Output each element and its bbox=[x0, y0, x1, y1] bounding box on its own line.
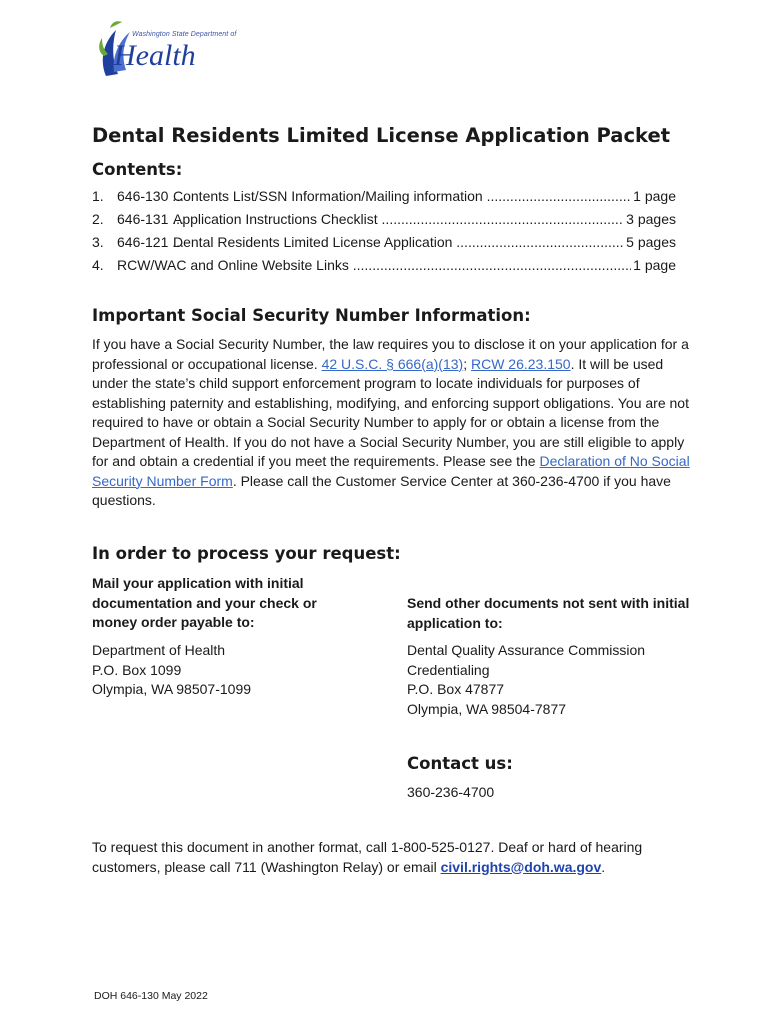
ssn-text-3: . Please call the Customer Service Center at 360-236-4700 if you have questions. bbox=[92, 472, 671, 508]
list-item-pages: 1 page bbox=[633, 257, 676, 273]
list-item-description: Application Instructions Checklist ..... bbox=[173, 210, 624, 233]
declaration-form-link[interactable]: Declaration of No Social Security Number Form bbox=[92, 453, 690, 489]
address-line: Credentialing bbox=[407, 661, 490, 678]
list-item-number: 2. bbox=[92, 211, 104, 227]
ssn-text-1: If you have a Social Security Number, the law requires you to disclose it on your application for a professional or occupational license. bbox=[92, 336, 689, 372]
address-line: Olympia, WA 98504-7877 bbox=[407, 700, 567, 717]
logo-name: Health bbox=[114, 39, 196, 72]
list-item bbox=[92, 233, 676, 256]
list-item bbox=[92, 187, 676, 210]
mail-instructions-heading: Mail your application with initial documentation and your check or money order payable to: bbox=[92, 575, 317, 630]
ssn-paragraph bbox=[92, 335, 692, 511]
process-heading: In order to process your request: bbox=[92, 544, 401, 563]
address-line: Dental Quality Assurance Commission bbox=[407, 642, 646, 658]
mail-address bbox=[92, 641, 251, 700]
send-address bbox=[407, 641, 645, 719]
doh-logo bbox=[92, 18, 237, 80]
ssn-text-2: . It will be used under the state’s child support enforcement program to locate individuals for purposes of establishing paternity and establishing, modifying, and enforcing support obligations. You are not required to have or obtain a Social Security Number to apply for or obtain a license from the Department of Health. If you do not have a Social Security Number, you are still eligible to apply for and obtain a credential if you meet the requirements. Please see the bbox=[92, 355, 689, 469]
send-instructions-heading: Send other documents not sent with initial application to: bbox=[407, 595, 690, 631]
list-item-code: 646-131 ... bbox=[117, 211, 184, 227]
accessibility-text: To request this document in another format, call 1-800-525-0127. Deaf or hard of hearing customers, please call 711 (Washington Relay) or email bbox=[92, 839, 643, 875]
civil-rights-email-link[interactable]: civil.rights@doh.wa.gov bbox=[440, 858, 602, 875]
address-line: P.O. Box 1099 bbox=[92, 661, 182, 678]
address-line: Olympia, WA 98507-1099 bbox=[92, 681, 252, 697]
contents-list bbox=[92, 187, 676, 279]
usc-link[interactable]: 42 U.S.C. § 666(a)(13) bbox=[321, 355, 464, 372]
list-item-pages: 1 page bbox=[633, 188, 676, 204]
list-item-number: 1. bbox=[92, 188, 104, 204]
logo-agency-line: Washington State Department of bbox=[132, 31, 237, 38]
address-line: Department of Health bbox=[92, 642, 226, 658]
footer-doc-id: DOH 646-130 May 2022 bbox=[94, 990, 208, 1002]
list-item-pages: 5 pages bbox=[626, 234, 676, 250]
contact-phone: 360-236-4700 bbox=[407, 784, 495, 800]
list-item-code: 646-121 ... bbox=[117, 234, 184, 250]
address-line: P.O. Box 47877 bbox=[407, 681, 505, 697]
accessibility-end: . bbox=[601, 858, 606, 875]
ssn-separator: ; bbox=[463, 355, 471, 372]
list-item-description: Dental Residents Limited License Application ..... bbox=[173, 233, 624, 256]
list-item-number: 3. bbox=[92, 234, 104, 250]
list-item bbox=[92, 210, 676, 233]
list-item-description: RCW/WAC and Online Website Links ..... bbox=[117, 256, 631, 279]
list-item-code: 646-130 ... bbox=[117, 188, 184, 204]
list-item-number: 4. bbox=[92, 257, 104, 273]
list-item-pages: 3 pages bbox=[626, 211, 676, 227]
list-item-description: Contents List/SSN Information/Mailing information ..... bbox=[173, 187, 631, 210]
list-item bbox=[92, 256, 676, 279]
page-title: Dental Residents Limited License Application Packet bbox=[92, 124, 671, 147]
contents-heading: Contents: bbox=[92, 160, 183, 179]
accessibility-paragraph bbox=[92, 838, 692, 877]
contact-heading: Contact us: bbox=[407, 754, 513, 773]
rcw-link[interactable]: RCW 26.23.150 bbox=[470, 355, 571, 372]
ssn-heading: Important Social Security Number Information: bbox=[92, 306, 531, 325]
